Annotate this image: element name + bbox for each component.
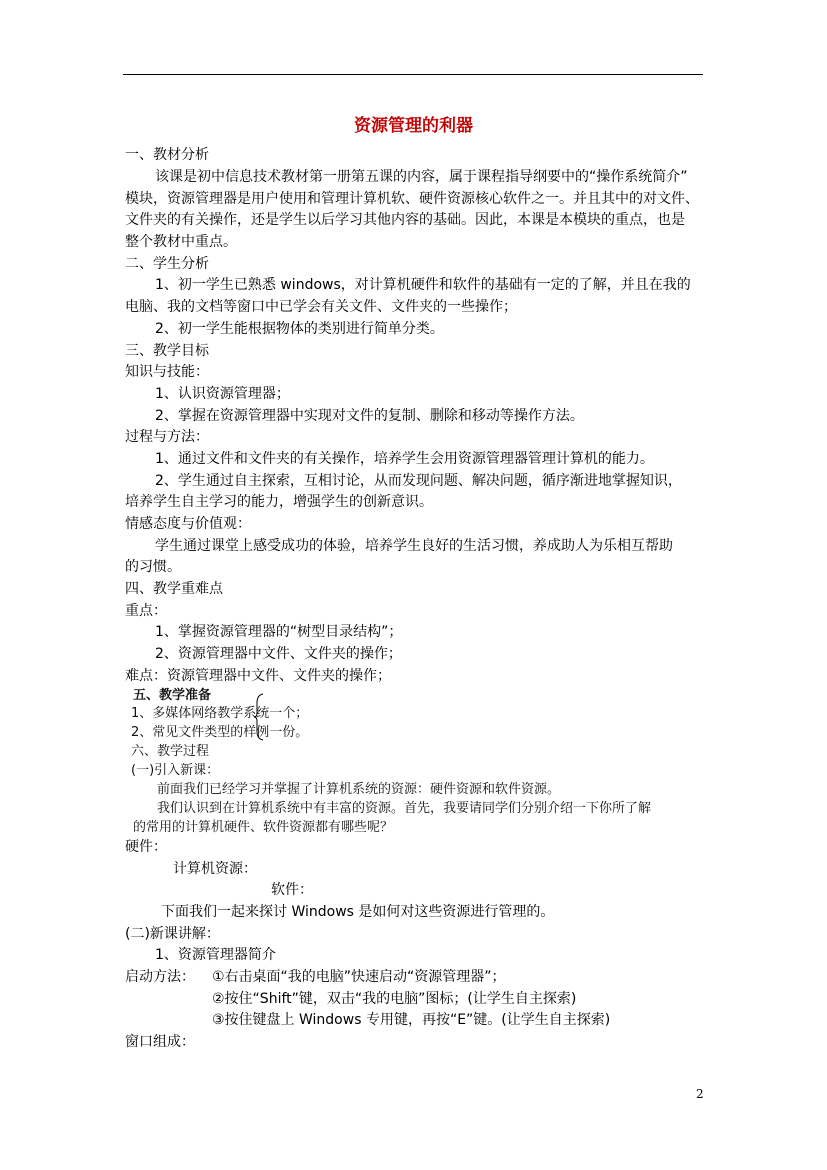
paragraph-line: 的常用的计算机硬件、软件资源都有哪些呢？ xyxy=(133,820,394,835)
section-heading-5: 五、教学准备 xyxy=(133,688,212,703)
list-item: 2、资源管理器中文件、文件夹的操作； xyxy=(155,646,402,662)
section-heading-2: 二、学生分析 xyxy=(125,256,209,272)
paragraph-line: 培养学生自主学习的能力，增强学生的创新意识。 xyxy=(125,494,433,510)
subheading: (一)引入新课： xyxy=(131,763,220,778)
list-item: 1、认识资源管理器； xyxy=(155,386,290,402)
label-software: 软件： xyxy=(271,882,313,898)
list-item: 1、多媒体网络教学系统一个； xyxy=(131,706,309,721)
label-launch-methods: 启动方法： xyxy=(125,969,195,985)
section-heading-4: 四、教学重难点 xyxy=(125,581,223,597)
label-window-parts: 窗口组成： xyxy=(125,1034,195,1050)
subheading: 情感态度与价值观： xyxy=(125,516,251,532)
list-item: 2、常见文件类型的样例一份。 xyxy=(131,725,309,740)
launch-method-3: ③按住键盘上 Windows 专用键，再按“E”键。(让学生自主探索) xyxy=(212,1012,611,1028)
section-heading-6: 六、教学过程 xyxy=(131,744,210,759)
paragraph-line: 我们认识到在计算机系统中有丰富的资源。首先，我要请同学们分别介绍一下你所了解 xyxy=(157,801,652,816)
launch-method-1: ①右击桌面“我的电脑”快速启动“资源管理器”； xyxy=(212,969,506,985)
section-heading-3: 三、教学目标 xyxy=(125,343,209,359)
paragraph-line: 学生通过课堂上感受成功的体验，培养学生良好的生活习惯，养成助人为乐相互帮助 xyxy=(155,538,673,554)
label-computer-resources: 计算机资源： xyxy=(173,861,257,877)
label-hardware: 硬件： xyxy=(125,839,167,855)
paragraph-line: 难点：资源管理器中文件、文件夹的操作； xyxy=(125,668,391,684)
paragraph-line: 前面我们已经学习并掌握了计算机系统的资源：硬件资源和软件资源。 xyxy=(157,782,561,797)
header-rule xyxy=(123,74,703,75)
list-item: 1、通过文件和文件夹的有关操作，培养学生会用资源管理器管理计算机的能力。 xyxy=(155,451,654,467)
paragraph-line: 1、初一学生已熟悉 windows，对计算机硬件和软件的基础有一定的了解，并且在我的 xyxy=(155,277,691,293)
subheading: 重点： xyxy=(125,603,167,619)
brace-mark xyxy=(253,693,265,741)
subheading: 过程与方法： xyxy=(125,429,209,445)
paragraph-line: 整个教材中重点。 xyxy=(125,234,237,250)
paragraph-line: 模块，资源管理器是用户使用和管理计算机软、硬件资源核心软件之一。并且其中的对文件、 xyxy=(125,191,699,207)
list-item: 2、学生通过自主探索，互相讨论，从而发现问题、解决问题，循序渐进地掌握知识， xyxy=(155,473,682,489)
list-item: 1、资源管理器简介 xyxy=(155,947,276,963)
paragraph-line: 电脑、我的文档等窗口中已学会有关文件、文件夹的一些操作； xyxy=(125,299,517,315)
paragraph-line: 2、初一学生能根据物体的类别进行简单分类。 xyxy=(155,321,444,337)
section-heading-1: 一、教材分析 xyxy=(125,147,209,163)
subheading: (二)新课讲解： xyxy=(125,926,220,942)
paragraph-line: 该课是初中信息技术教材第一册第五课的内容，属于课程指导纲要中的“操作系统简介” xyxy=(155,169,688,185)
page-title: 资源管理的利器 xyxy=(354,116,473,136)
paragraph-line: 下面我们一起来探讨 Windows 是如何对这些资源进行管理的。 xyxy=(161,904,555,920)
paragraph-line: 文件夹的有关操作，还是学生以后学习其他内容的基础。因此，本课是本模块的重点，也是 xyxy=(125,212,685,228)
list-item: 2、掌握在资源管理器中实现对文件的复制、删除和移动等操作方法。 xyxy=(155,408,584,424)
paragraph-line: 的习惯。 xyxy=(125,559,181,575)
list-item: 1、掌握资源管理器的“树型目录结构”； xyxy=(155,624,403,640)
subheading: 知识与技能： xyxy=(125,364,209,380)
launch-method-2: ②按住“Shift”键，双击“我的电脑”图标；(让学生自主探索) xyxy=(212,991,577,1007)
page-number: 2 xyxy=(696,1087,704,1101)
